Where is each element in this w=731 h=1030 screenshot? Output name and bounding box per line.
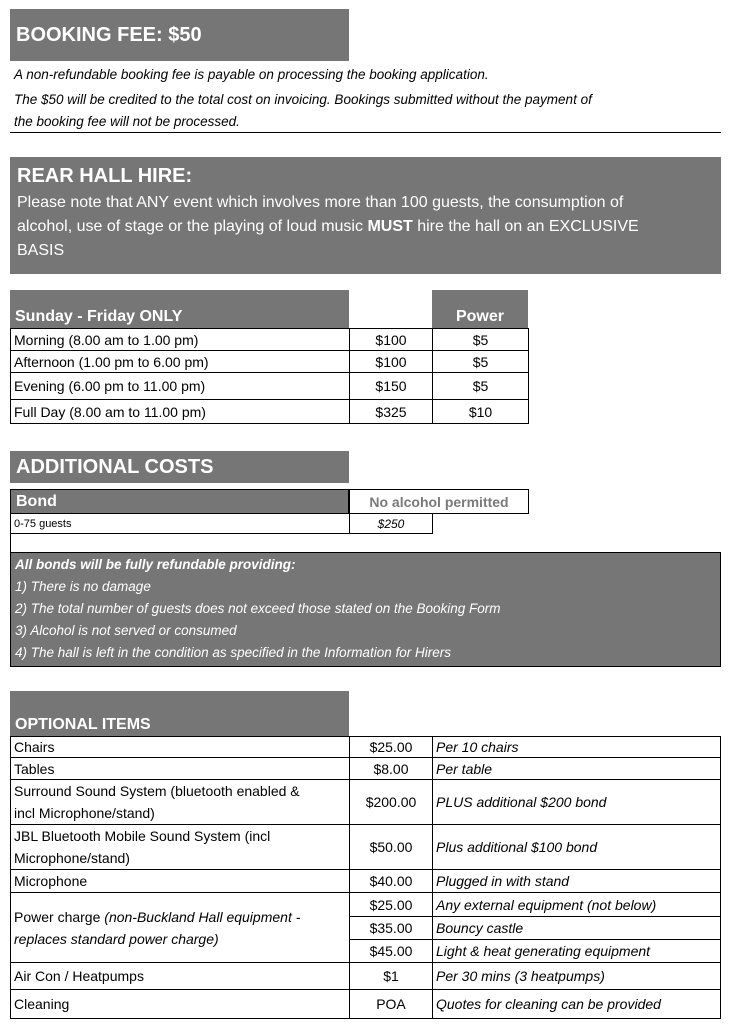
hire-header-power-label: Power [455, 308, 504, 325]
optional-microphone-item: Microphone [10, 869, 350, 893]
optional-jbl-item [10, 824, 350, 870]
optional-power-note-3: Light & heat generating equipment [432, 939, 721, 963]
rear-hall-note-line1: Please note that ANY event which involves more than 100 guests, the consumption of [17, 194, 624, 211]
hire-row-afternoon-power: $5 [432, 350, 529, 373]
optional-cleaning-note: Quotes for cleaning can be provided [432, 989, 721, 1019]
bond-spacer [10, 533, 11, 553]
optional-surround-item-line2: incl Microphone/stand) [14, 805, 155, 821]
hire-row-morning-power: $5 [432, 328, 529, 351]
optional-aircon-item: Air Con / Heatpumps [10, 962, 350, 990]
rear-hall-note-line2-post: hire the hall on an EXCLUSIVE [412, 218, 639, 235]
booking-note-line3: the booking fee will not be processed. [14, 114, 240, 129]
booking-fee-title: BOOKING FEE: $50 [16, 23, 202, 46]
hire-row-morning-period: Morning (8.00 am to 1.00 pm) [10, 328, 350, 351]
optional-aircon-price: $1 [349, 962, 433, 990]
bond-conditions-heading: All bonds will be fully refundable providing: [15, 557, 296, 572]
booking-note-line1: A non-refundable booking fee is payable on processing the booking application. [14, 67, 489, 82]
bond-condition-3: 3) Alcohol is not served or consumed [15, 623, 237, 638]
optional-tables-note: Per table [432, 757, 721, 780]
bond-header [10, 489, 349, 514]
hire-row-afternoon-price: $100 [349, 350, 433, 373]
optional-surround-note: PLUS additional $200 bond [432, 779, 721, 825]
optional-items-title: OPTIONAL ITEMS [15, 716, 151, 733]
optional-jbl-note: Plus additional $100 bond [432, 824, 721, 870]
optional-power-item [10, 892, 350, 963]
rear-hall-note-line2-pre: alcohol, use of stage or the playing of loud music [17, 218, 368, 235]
optional-chairs-item: Chairs [10, 736, 350, 758]
hire-row-fullday-power: $10 [432, 399, 529, 424]
additional-costs-title: ADDITIONAL COSTS [16, 455, 214, 478]
optional-microphone-note: Plugged in with stand [432, 869, 721, 893]
hire-header-period-label: Sunday - Friday ONLY [15, 308, 183, 325]
hire-row-afternoon-period: Afternoon (1.00 pm to 6.00 pm) [10, 350, 350, 373]
bond-condition-4: 4) The hall is left in the condition as specified in the Information for Hirers [15, 645, 451, 660]
optional-cleaning-item: Cleaning [10, 989, 350, 1019]
optional-chairs-note: Per 10 chairs [432, 736, 721, 758]
bond-condition-2: 2) The total number of guests does not exceed those stated on the Booking Form [15, 601, 501, 616]
hire-row-fullday-price: $325 [349, 399, 433, 424]
optional-surround-price: $200.00 [349, 779, 433, 825]
optional-power-item-line1 [14, 906, 300, 928]
optional-power-item-italic2: replaces standard power charge) [14, 930, 219, 947]
optional-power-note-2: Bouncy castle [432, 916, 721, 940]
optional-power-item-italic1: (non-Buckland Hall equipment - [104, 908, 301, 925]
rear-hall-panel [10, 157, 721, 274]
optional-cleaning-price: POA [349, 989, 433, 1019]
optional-tables-price: $8.00 [349, 757, 433, 780]
optional-jbl-item-line2: Microphone/stand) [14, 850, 130, 866]
rear-hall-note [17, 191, 714, 263]
hire-row-fullday-period: Full Day (8.00 am to 11.00 pm) [10, 399, 350, 424]
booking-note-line2: The $50 will be credited to the total cost on invoicing. Bookings submitted without the payment of [14, 92, 592, 107]
optional-chairs-price: $25.00 [349, 736, 433, 758]
bond-guests: 0-75 guests [10, 513, 350, 534]
rear-hall-title: REAR HALL HIRE: [17, 165, 193, 187]
bond-label: Bond [16, 492, 57, 510]
booking-fee-header [10, 9, 349, 61]
optional-power-item-pre: Power charge [14, 908, 105, 925]
optional-jbl-price: $50.00 [349, 824, 433, 870]
no-alcohol-permitted: No alcohol permitted [349, 489, 529, 514]
rear-hall-note-line3: BASIS [17, 242, 65, 259]
optional-power-price-3: $45.00 [349, 939, 433, 963]
hire-row-morning-price: $100 [349, 328, 433, 351]
optional-items-header [10, 691, 349, 736]
optional-tables-item: Tables [10, 757, 350, 780]
divider [10, 132, 721, 133]
additional-costs-header [10, 451, 349, 483]
hire-table-header-period [10, 290, 349, 328]
hire-row-evening-power: $5 [432, 372, 529, 400]
bond-conditions-panel [10, 552, 721, 667]
bond-amount: $250 [349, 513, 433, 534]
rear-hall-note-must: MUST [367, 218, 413, 235]
hire-row-evening-period: Evening (6.00 pm to 11.00 pm) [10, 372, 350, 400]
optional-jbl-item-line1: JBL Bluetooth Mobile Sound System (incl [14, 828, 271, 844]
optional-power-price-2: $35.00 [349, 916, 433, 940]
optional-microphone-price: $40.00 [349, 869, 433, 893]
bond-condition-1: 1) There is no damage [15, 579, 151, 594]
rear-hall-note-line2 [17, 215, 714, 239]
optional-power-price-1: $25.00 [349, 892, 433, 917]
optional-surround-item [10, 779, 350, 825]
optional-power-note-1: Any external equipment (not below) [432, 892, 721, 917]
optional-aircon-note: Per 30 mins (3 heatpumps) [432, 962, 721, 990]
optional-surround-item-line1: Surround Sound System (bluetooth enabled & [14, 783, 300, 799]
hire-table-header-power [432, 290, 528, 328]
hire-row-evening-price: $150 [349, 372, 433, 400]
